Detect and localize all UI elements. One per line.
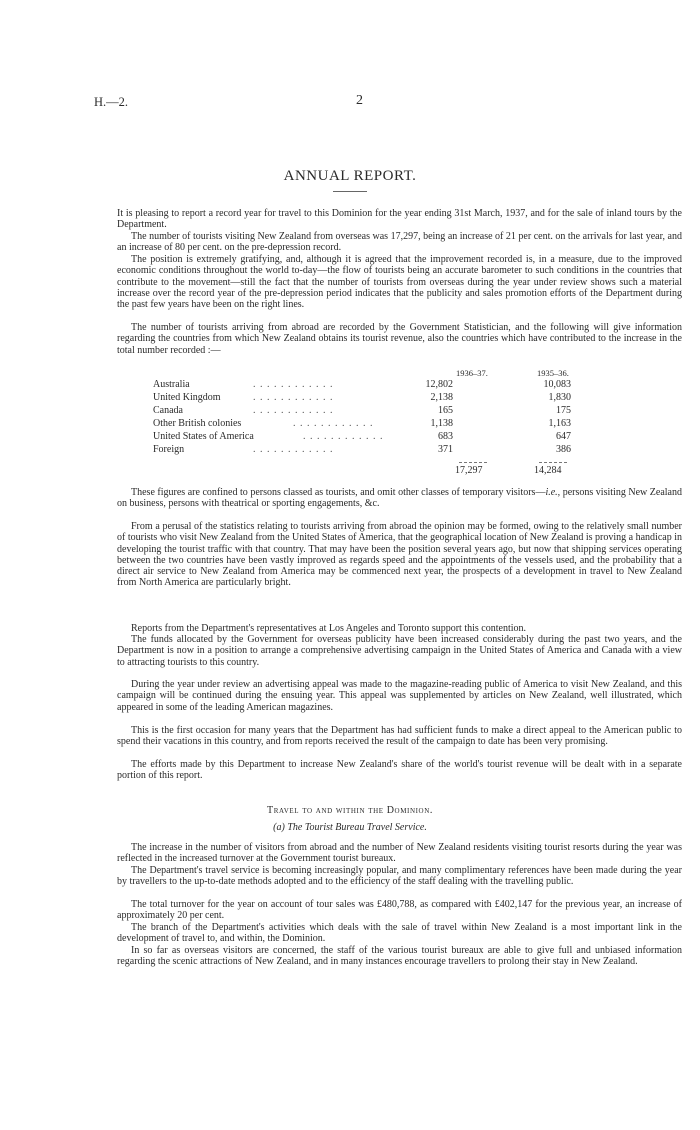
subsection-title: The Tourist Bureau Travel Service. [287, 822, 427, 833]
leader-dots: . . . . . . . . . . . . [253, 392, 334, 403]
total-1936-37: 17,297 [455, 465, 483, 476]
country-name: Australia [153, 379, 190, 390]
table-row [153, 418, 573, 431]
total-rule-1935-36 [539, 462, 567, 463]
table-row [153, 444, 573, 457]
document-code: H.—2. [94, 95, 129, 109]
page-title: ANNUAL REPORT. [283, 168, 417, 184]
paragraph-representatives: Reports from the Department's representatives at Los Angeles and Toronto support this contention. [131, 623, 526, 634]
table-row [153, 405, 573, 418]
paragraph-funds: The funds allocated by the Government for overseas publicity have been increased considerably during the past two years, and the Department is now in a position to arrange a comprehensive advertising campaign in the United States of America and Canada with a view to attracting tourists to this country. [117, 634, 682, 668]
table-row [153, 379, 573, 392]
paragraph-statistics-intro: The number of tourists arriving from abroad are recorded by the Government Statistician, and the following will give information regarding the countries from which New Zealand obtains its tourist revenue, also the countries which have contributed to the increase in the total number recorded :— [117, 322, 682, 356]
total-1935-36: 14,284 [534, 465, 562, 476]
leader-dots: . . . . . . . . . . . . [293, 418, 374, 429]
leader-dots: . . . . . . . . . . . . [253, 444, 334, 455]
paragraph-tourist-numbers: The number of tourists visiting New Zealand from overseas was 17,297, being an increase of 21 per cent. on the arrivals for last year, and an increase of 80 per cent. on the pre-depression record. [117, 231, 682, 254]
paragraph-overseas-visitors: In so far as overseas visitors are concerned, the staff of the various tourist bureaux are able to give full and unbiased information regarding the scenic attractions of New Zealand, and in many instances encourage travellers to prolong their stay in New Zealand. [117, 945, 682, 968]
section-heading: Travel to and within the Dominion. [267, 805, 433, 816]
value-1936-37: 371 [438, 444, 453, 455]
paragraph-intro: It is pleasing to report a record year for travel to this Dominion for the year ending 31st March, 1937, and for the sale of inland tours by the Department. [117, 208, 682, 231]
country-name: Foreign [153, 444, 185, 455]
value-1936-37: 12,802 [425, 379, 453, 390]
paragraph-america-statistics: From a perusal of the statistics relating to tourists arriving from abroad the opinion may be formed, owing to the relatively small number of tourists who visit New Zealand from the United States of America, that the geographical location of New Zealand is proving a handicap in developing the tourist traffic with that country. That may have been the position several years ago, but now that shipping services operating between the two countries have been vastly improved as regards speed and the appointments of the vessels used, and the probability that a direct air service to New Zealand from America may be commenced next year, the prospects of a development in travel to New Zealand from North America are particularly bright. [117, 521, 682, 589]
abbreviation-ie: i.e., [545, 487, 561, 498]
table-row [153, 431, 573, 444]
paragraph-advertising-appeal: During the year under review an advertising appeal was made to the magazine-reading public of America to visit New Zealand, and this campaign will be continued during the ensuing year. This appeal was supplemented by articles on New Zealand, well illustrated, which appeared in some of the leading American magazines. [117, 679, 682, 713]
paragraph-travel-service: The Department's travel service is becoming increasingly popular, and many complimentary references have been made during the year by travellers to the up-to-date methods adopted and to the efficiency of the staff dealing with the travelling public. [117, 865, 682, 888]
paragraph-separate-portion: The efforts made by this Department to increase New Zealand's share of the world's tourist revenue will be dealt with in a separate portion of this report. [117, 759, 682, 782]
table-row [153, 392, 573, 405]
paragraph-branch: The branch of the Department's activities which deals with the sale of travel within New Zealand is a most important link in the development of travel to, and within, the Dominion. [117, 922, 682, 945]
value-1935-36: 386 [556, 444, 571, 455]
subsection-heading [0, 822, 700, 833]
country-name: Other British colonies [153, 418, 242, 429]
paragraph-text: persons visiting New Zealand on business, persons with theatrical or sporting engagements, &c. [117, 487, 682, 510]
country-name: United Kingdom [153, 392, 221, 403]
value-1935-36: 1,163 [548, 418, 571, 429]
value-1935-36: 1,830 [548, 392, 571, 403]
value-1936-37: 165 [438, 405, 453, 416]
paragraph-position: The position is extremely gratifying, and, although it is agreed that the improvement recorded is, in a measure, due to the improved economic conditions throughout the world to-day—the flow of tourists being an accurate barometer to such conditions in the countries that contribute to the movement—still the fact that the number of tourists from overseas during the year under review shows such a material increase over the record year of the pre-depression period indicates that the publicity and sales promotion efforts of the Department during the past few years have been on the right lines. [117, 254, 682, 311]
column-header-1935-36: 1935–36. [537, 368, 569, 378]
subsection-label: (a) [273, 822, 285, 833]
total-rule-1936-37 [459, 462, 487, 463]
country-name: United States of America [153, 431, 254, 442]
country-name: Canada [153, 405, 183, 416]
value-1936-37: 1,138 [430, 418, 453, 429]
value-1935-36: 10,083 [543, 379, 571, 390]
leader-dots: . . . . . . . . . . . . [253, 405, 334, 416]
paragraph-turnover: The total turnover for the year on account of tour sales was £480,788, as compared with £402,147 for the previous year, an increase of approximately 20 per cent. [117, 899, 682, 922]
value-1935-36: 647 [556, 431, 571, 442]
title-rule [333, 191, 367, 192]
paragraph-visitor-increase: The increase in the number of visitors from abroad and the number of New Zealand residents visiting tourist resorts during the year was reflected in the increased turnover at the Government tourist bureaux. [117, 842, 682, 865]
paragraph-figures-note [117, 487, 682, 510]
leader-dots: . . . . . . . . . . . . [253, 379, 334, 390]
value-1935-36: 175 [556, 405, 571, 416]
leader-dots: . . . . . . . . . . . . [303, 431, 384, 442]
value-1936-37: 2,138 [430, 392, 453, 403]
value-1936-37: 683 [438, 431, 453, 442]
paragraph-text: These figures are confined to persons classed as tourists, and omit other classes of temporary visitors— [131, 487, 546, 498]
page-number: 2 [356, 93, 363, 108]
column-header-1936-37: 1936–37. [456, 368, 488, 378]
paragraph-first-occasion: This is the first occasion for many years that the Department has had sufficient funds to make a direct appeal to the American public to spend their vacations in this country, and from reports received the result of the campaign to date has been very promising. [117, 725, 682, 748]
